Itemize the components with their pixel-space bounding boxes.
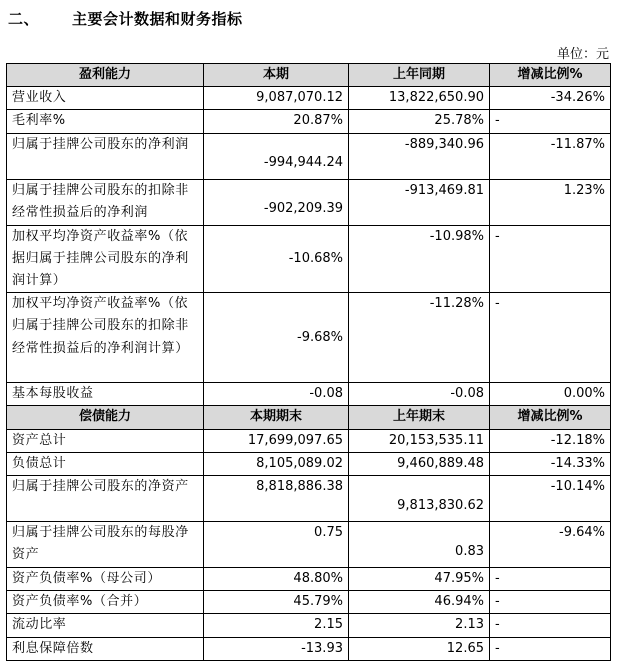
change-value: -10.14% [490,476,611,522]
unit-label: 单位：元 [556,47,609,62]
header-current-period: 本期 [204,64,349,87]
table-row [7,522,611,568]
prior-value: 0.83 [349,522,490,568]
table-row [7,133,611,179]
solvency-header-row [7,406,611,429]
change-value: - [490,614,611,637]
header-period-end: 本期期末 [204,406,349,429]
table-row [7,429,611,452]
change-value: 0.00% [490,383,611,406]
current-value: -902,209.39 [204,179,349,225]
prior-value: 25.78% [349,110,490,133]
row-label: 归属于挂牌公司股东的每股净资产 [7,522,204,568]
current-value: -0.08 [204,383,349,406]
row-label: 资产总计 [7,429,204,452]
current-value: 17,699,097.65 [204,429,349,452]
prior-value: -913,469.81 [349,179,490,225]
row-label: 归属于挂牌公司股东的扣除非经常性损益后的净利润 [7,179,204,225]
change-value: - [490,225,611,293]
change-value: - [490,568,611,591]
change-value: - [490,637,611,660]
row-label: 营业收入 [7,87,204,110]
table-row [7,225,611,293]
prior-value: 9,813,830.62 [349,476,490,522]
header-profitability: 盈利能力 [7,64,204,87]
prior-value: 2.13 [349,614,490,637]
current-value: -994,944.24 [204,133,349,179]
current-value: -10.68% [204,225,349,293]
change-value: - [490,591,611,614]
current-value: 20.87% [204,110,349,133]
table-row [7,476,611,522]
row-label: 资产负债率%（母公司） [7,568,204,591]
current-value: 45.79% [204,591,349,614]
row-label: 基本每股收益 [7,383,204,406]
row-label: 加权平均净资产收益率%（依据归属于挂牌公司股东的净利润计算） [7,225,204,293]
row-label: 归属于挂牌公司股东的净资产 [7,476,204,522]
table-row [7,637,611,660]
header-prior-period: 上年同期 [349,64,490,87]
row-label: 负债总计 [7,452,204,475]
financial-indicators-table [6,63,611,661]
row-label: 利息保障倍数 [7,637,204,660]
current-value: 2.15 [204,614,349,637]
table-row [7,568,611,591]
current-value: 48.80% [204,568,349,591]
prior-value: 47.95% [349,568,490,591]
change-value: -11.87% [490,133,611,179]
prior-value: -11.28% [349,293,490,383]
change-value: -12.18% [490,429,611,452]
table-row [7,179,611,225]
prior-value: -10.98% [349,225,490,293]
table-row [7,591,611,614]
current-value: -13.93 [204,637,349,660]
change-value: -34.26% [490,87,611,110]
current-value: 8,105,089.02 [204,452,349,475]
table-row [7,383,611,406]
table-row [7,110,611,133]
header-prior-period-end: 上年期末 [349,406,490,429]
prior-value: -0.08 [349,383,490,406]
row-label: 资产负债率%（合并） [7,591,204,614]
prior-value: 13,822,650.90 [349,87,490,110]
table-row [7,87,611,110]
table-row [7,614,611,637]
change-value: - [490,293,611,383]
profitability-header-row [7,64,611,87]
row-label: 毛利率% [7,110,204,133]
change-value: - [490,110,611,133]
table-row [7,452,611,475]
row-label: 加权平均净资产收益率%（依归属于挂牌公司股东的扣除非经常性损益后的净利润计算） [7,293,204,383]
header-change-pct: 增减比例% [490,64,611,87]
current-value: 0.75 [204,522,349,568]
section-heading [8,8,243,29]
change-value: 1.23% [490,179,611,225]
prior-value: -889,340.96 [349,133,490,179]
prior-value: 9,460,889.48 [349,452,490,475]
row-label: 流动比率 [7,614,204,637]
current-value: -9.68% [204,293,349,383]
current-value: 9,087,070.12 [204,87,349,110]
header-solvency: 偿债能力 [7,406,204,429]
row-label: 归属于挂牌公司股东的净利润 [7,133,204,179]
section-number: 二、 [8,10,40,28]
prior-value: 20,153,535.11 [349,429,490,452]
section-title: 主要会计数据和财务指标 [72,10,243,28]
header-change-pct: 增减比例% [490,406,611,429]
prior-value: 12.65 [349,637,490,660]
prior-value: 46.94% [349,591,490,614]
change-value: -14.33% [490,452,611,475]
change-value: -9.64% [490,522,611,568]
table-row [7,293,611,383]
current-value: 8,818,886.38 [204,476,349,522]
